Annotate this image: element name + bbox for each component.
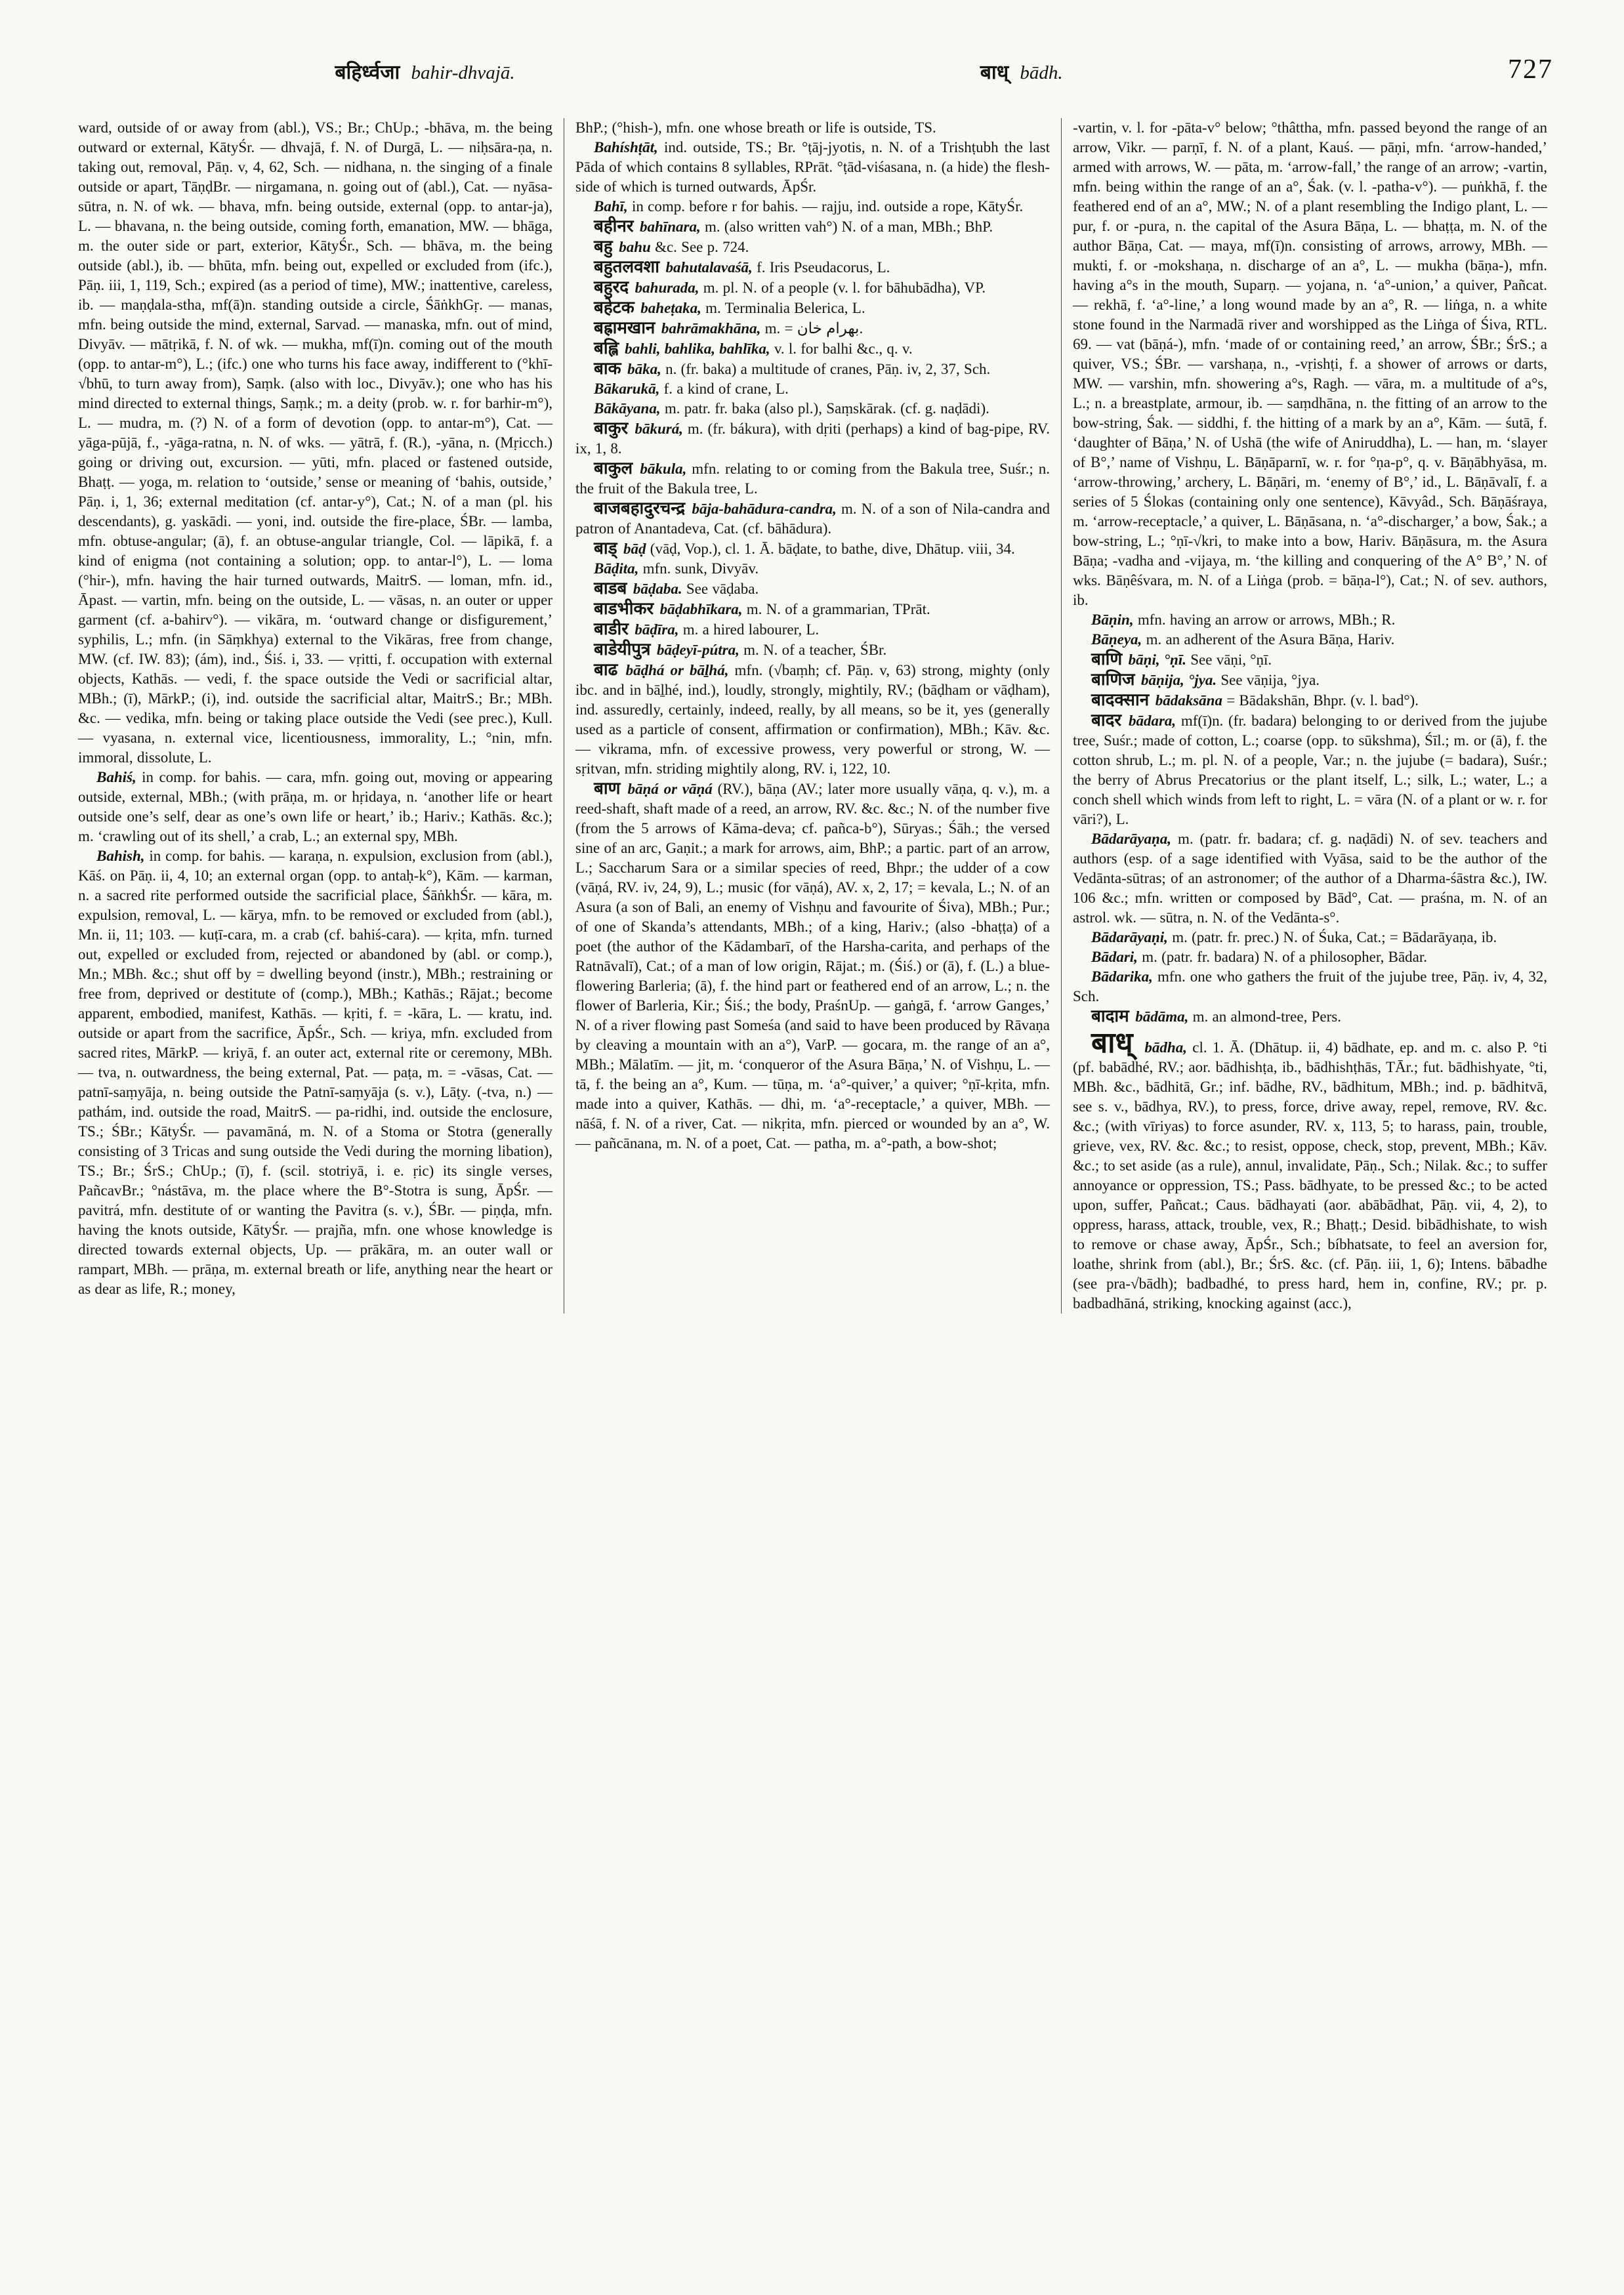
page-header: [67, 54, 1558, 104]
headword-transliteration: Bāṇeya,: [1091, 631, 1146, 648]
dictionary-entry: [78, 768, 552, 846]
headword-devanagari: बाडब: [594, 579, 633, 598]
headword-devanagari: बहेटक: [594, 298, 641, 318]
headword-devanagari: बाध्: [1091, 1026, 1145, 1060]
entry-text: (vāḍ, Vop.), cl. 1. Ā. bāḍate, to bathe, dive, Dhātup. viii, 34.: [650, 541, 1015, 557]
dictionary-entry: [575, 619, 1050, 640]
entry-text: m. pl. N. of a people (v. l. for bāhubādha), VP.: [703, 279, 986, 296]
entry-text: (RV.), bāṇa (AV.; later more usually vāṇa, q. v.), m. a reed-shaft, shaft made of a reed, an arrow, RV. &c. &c.; N. of the number five (from the 5 arrows of Kāma-deva; cf. pañca-b°), Sūryas.; Śāh.; the versed sine of an arc, Gaṇit.; a mark for arrows, aim, BhP.; a partic. part of an arrow, L.; Saccharum Sara or a similar species of reed, Bhpr.; the udder of a cow (vāṇá, RV. iv, 24, 9), L.; music (for vāṇá), AV. x, 2, 17; = kevala, L.; N. of an Asura (a son of Bali, an enemy of Vishṇu and favourite of Śiva), MBh.; Pur.; of one of Skanda’s attendants, MBh.; of a king, Hariv.; (also -bhaṭṭa) of a poet (the author of the Kādambarī, of the Harsha-carita, and perhaps of the Ratnāvalī), Cat.; of a man of low origin, Rājat.; m. (Śiś.) or (ā), f. (L.) a blue-flowering Barleria; (ā), f. the hind part or feathered end of an arrow, L.; n. the flower of Barleria, Kir.; Śiś.; the body, PraśnUp. — gaṅgā, f. ‘arrow Ganges,’ N. of a river flowing past Someśa (and said to have been produced by Rāvaṇa by cleaving a mountain with an a°), VarP. — gocara, m. the range of an a°, MBh.; Mālatīm. — jit, m. ‘conqueror of the Asura Bāṇa,’ N. of Vishṇu, L. — tā, f. the being an a°, Kum. — tūṇa, m. ‘a°-quiver,’ a quiver; °ṇī-kṛita, mfn. made into a quiver, Kathās. — dhi, m. ‘a°-receptacle,’ a quiver, MBh. — nāśā, f. N. of a river, Cat. — nikṛita, mfn. pierced or wounded by an a°, W. — pañcānana, m. N. of a poet, Cat. — patha, m. a°-path, a bow-shot;: [575, 781, 1050, 1151]
entry-text: mfn. one who gathers the fruit of the jujube tree, Pāṇ. iv, 4, 32, Sch.: [1073, 968, 1547, 1004]
dictionary-entry: [1073, 630, 1547, 650]
headword-transliteration: Bādarāyaṇa,: [1091, 831, 1178, 847]
dictionary-entry: [575, 379, 1050, 399]
entry-text: in comp. for bahis. — cara, mfn. going out, moving or appearing outside, external, MBh.; (with prāṇa, m. or hṛidaya, n. ‘another life or heart outside one’s self, dear as one’s own life or heart,’ ib.; Hariv.; Kathās. &c.); m. ‘crawling out of its shell,’ a crab, L.; an external spy, MBh.: [78, 769, 552, 844]
entry-text: m. (patr. fr. badara) N. of a philosopher, Bādar.: [1142, 949, 1428, 965]
entry-text: mf(ī)n. (fr. badara) belonging to or derived from the jujube tree, Suśr.; made of cotton, L.; coarse (opp. to sūkshma), Śīl.; m. or (ā), f. the cotton shrub, L.; m. pl. N. of a people, Var.; n. the jujube (= badara), Suśr.; the berry of Abrus Precatorius or the plant itself, L.; silk, L.; water, L.; a conch shell which winds from left to right, L. = vāra (N. of a plant or w. r. for vāri?), L.: [1073, 713, 1548, 827]
headword-devanagari: बाडीर: [594, 619, 635, 639]
headword-transliteration: bāka,: [627, 361, 666, 377]
dictionary-entry: [575, 237, 1050, 257]
headword-transliteration: bākurá,: [635, 421, 688, 437]
entry-text: ind. outside, TS.; Br. °ṭāj-jyotis, n. N. of a Trishṭubh the last Pāda of which contains 8 syllables, RPrāt. °ṭād-viśasana, n. (a hide) the flesh-side of which is turned outwards, ĀpŚr.: [575, 139, 1050, 195]
entry-text: n. (fr. baka) a multitude of cranes, Pāṇ. iv, 2, 37, Sch.: [665, 361, 991, 377]
dictionary-entry: [1073, 610, 1547, 630]
headword-transliteration: bāṇija, °jya.: [1140, 672, 1221, 688]
headword-devanagari: बाकुल: [594, 459, 640, 478]
dictionary-entry: [1073, 1026, 1547, 1313]
entry-text: f. a kind of crane, L.: [663, 381, 789, 397]
dictionary-entry: [78, 846, 552, 1299]
dictionary-entry: [575, 579, 1050, 599]
entry-text: f. Iris Pseudacorus, L.: [757, 259, 890, 276]
dictionary-entry: [1073, 118, 1547, 610]
dictionary-entry: [575, 660, 1050, 779]
entry-text: &c. See p. 724.: [655, 239, 749, 255]
dictionary-entry: [78, 118, 552, 768]
headword-devanagari: बादाम: [1091, 1006, 1136, 1026]
dictionary-entry: [575, 640, 1050, 660]
dictionary-entry: [575, 539, 1050, 559]
headword-transliteration: bākula,: [640, 461, 692, 477]
dictionary-entry: [575, 399, 1050, 419]
headword-devanagari: बहीनर: [594, 217, 640, 236]
entry-text: m. (also written vah°) N. of a man, MBh.; BhP.: [704, 218, 993, 235]
dictionary-entry: [1073, 711, 1547, 829]
entry-text: mfn. sunk, Divyāv.: [642, 560, 759, 577]
headword-devanagari: बह्लि: [594, 339, 625, 358]
headword-transliteration: bādāma,: [1135, 1008, 1193, 1025]
headword-transliteration: Bahíshṭāt,: [594, 139, 664, 155]
headword-transliteration: bāḍabhīkara,: [659, 601, 747, 617]
headword-transliteration: bāja-bahādura-candra,: [692, 501, 842, 517]
headword-transliteration: bādara,: [1128, 713, 1181, 729]
dictionary-entry: [1073, 928, 1547, 947]
headword-transliteration: Bāṇin,: [1091, 611, 1138, 628]
headword-devanagari: बादर: [1091, 711, 1129, 730]
headword-transliteration: bahu: [619, 239, 656, 255]
entry-text: m. an almond-tree, Pers.: [1192, 1008, 1341, 1025]
headword-transliteration: bahrāmakhāna,: [661, 320, 765, 337]
column-3: [1061, 118, 1558, 1313]
running-head-left: [335, 58, 514, 85]
headword-devanagari: बाणि: [1091, 650, 1129, 669]
entry-text: m. an adherent of the Asura Bāṇa, Hariv.: [1146, 631, 1395, 648]
entry-text: BhP.; (°hish-), mfn. one whose breath or life is outside, TS.: [575, 119, 936, 136]
dictionary-entry: [575, 339, 1050, 359]
entry-text: m. = بهرام خان.: [764, 320, 864, 337]
headword-devanagari: बाकुर: [594, 419, 635, 438]
headword-devanagari: बाण: [594, 779, 628, 798]
dictionary-entry: [575, 257, 1050, 278]
headword-devanagari: बाणिज: [1091, 670, 1141, 690]
headword-devanagari: बहुतलवशा: [594, 257, 666, 277]
entry-text: v. l. for balhi &c., q. v.: [774, 341, 913, 357]
entry-text: = Bādakshān, Bhpr. (v. l. bad°).: [1226, 692, 1419, 709]
entry-text: mfn. having an arrow or arrows, MBh.; R.: [1137, 611, 1396, 628]
running-head-right-transliteration: bādh.: [1020, 62, 1063, 83]
dictionary-entry: [575, 278, 1050, 298]
entry-text: m. N. of a teacher, ŚBr.: [743, 642, 887, 658]
headword-devanagari: बहुरद: [594, 278, 635, 297]
dictionary-entry: [575, 499, 1050, 539]
dictionary-entry: [575, 318, 1050, 339]
entry-text: mfn. (√baṃh; cf. Pāṇ. v, 63) strong, mighty (only ibc. and in bāḻhé, ind.), loudly, strongly, mightily, RV.; (bāḍham or vāḍham), ind. assuredly, certainly, indeed, really, by all means, so be it, yes (generally used as a particle of consent, affirmation or confirmation), MBh.; Kāv. &c. — vikrama, mfn. of excessive prowess, very powerful or strong, W. — sṛitvan, mfn. striding mightily along, RV. i, 122, 10.: [575, 662, 1050, 777]
entry-text: m. (patr. fr. prec.) N. of Śuka, Cat.; = Bādarāyaṇa, ib.: [1172, 929, 1497, 945]
column-2: [564, 118, 1061, 1313]
entry-text: See vāṇi, °ṇī.: [1190, 651, 1272, 668]
headword-devanagari: बाजबहादुरचन्द्र: [594, 499, 692, 518]
headword-devanagari: बादक्सान: [1091, 690, 1156, 710]
headword-transliteration: bādaksāna: [1155, 692, 1227, 709]
entry-text: See vāḍaba.: [686, 581, 759, 597]
headword-transliteration: bahli, bahlika, bahlīka,: [625, 341, 774, 357]
column-1: [67, 118, 564, 1313]
headword-transliteration: bāṇi, °ṇī.: [1128, 651, 1191, 668]
headword-transliteration: Bahiś,: [96, 769, 142, 785]
headword-transliteration: bāṇá or vāṇá: [627, 781, 718, 797]
page-number: 727: [1508, 54, 1553, 85]
dictionary-entry: [1073, 690, 1547, 711]
entry-text: cl. 1. Ā. (Dhātup. ii, 4) bādhate, ep. and m. c. also P. °ti (pf. babādhé, RV.; aor. bādhishṭa, ib., bādhishṭhās, TĀr.; fut. bādhishyate, °ti, MBh. &c., bādhitā, Gr.; inf. bādhe, RV., bādhitum, MBh.; ind. p. bādhitvā, see s. v., bādhya, RV.), to press, force, drive away, repel, remove, RV. &c. &c.; (with vīriyas) to force asunder, RV. x, 113, 5; to harass, pain, trouble, grieve, vex, RV. &c. &c.; to resist, oppose, check, stop, prevent, MBh.; Kāv. &c.; to set aside (as a rule), annul, invalidate, Pāṇ., Sch.; Nilak. &c.; to suffer annoyance or oppression, TS.; Pass. bādhyate, to be pressed &c.; to be acted upon, suffer, Pañcat.; Caus. bādhayati (aor. abābādhat, Pāṇ. vii, 4, 2), to oppress, harass, attack, trouble, vex, R.; Bhaṭṭ.; Desid. bibādhishate, to wish to remove or chase away, ĀpŚr., Sch.; bíbhatsate, to feel an aversion for, loathe, shrink from (abl.), Br.; ŚrS. &c. (cf. Pāṇ. iii, 1, 6); Intens. bābadhe (see pra-√bādh); badbadhé, to press hard, hem in, confine, RV.; pr. p. badbadhāná, striking, knocking against (acc.),: [1073, 1039, 1547, 1312]
headword-transliteration: bāḍeyī-pútra,: [656, 642, 744, 658]
headword-transliteration: Bādarika,: [1091, 968, 1157, 985]
headword-devanagari: बाडभीकर: [594, 599, 660, 619]
headword-transliteration: baheṭaka,: [640, 300, 706, 316]
dictionary-entry: [1073, 650, 1547, 670]
entry-text: m. (fr. bákura), with dṛiti (perhaps) a kind of bag-pipe, RV. ix, 1, 8.: [575, 421, 1050, 457]
headword-transliteration: Bākarukā,: [594, 381, 664, 397]
headword-transliteration: bāḍīra,: [635, 621, 683, 638]
entry-text: in comp. for bahis. — karaṇa, n. expulsion, exclusion from (abl.), Kāś. on Pāṇ. ii, 4, 10; an external organ (opp. to antaḥ-k°), Kām. — karman, n. a sacred rite performed outside the sacrificial place, ŚāṅkhŚr. — kāra, m. expulsion, removal, L. — kārya, mfn. to be removed or excluded from (abl.), Mn. ii, 11; 103. — kuṭī-cara, m. a crab (cf. bahiś-cara). — kṛita, mfn. turned out, expelled or excluded from, rejected or abandoned by (abl. or comp.), Mn.; MBh. &c.; shut off by = dwelling beyond (instr.), MBh.; restraining or free from, deprived or destitute of (comp.), MBh.; Kathās.; Rājat.; become apparent, embodied, manifest, Kathās. — kṛiti, f. = -kāra, L. — kratu, ind. outside or apart from the sacrifice, ĀpŚr., Sch. — kriya, mfn. excluded from sacred rites, MārkP. — kriyā, f. an outer act, external rite or ceremony, MBh. — tva, n. outwardness, the being external, Pat. — paṭa, m. = -vāsas, Cat. — patnī-saṃyāja, n. being outside the Patnī-saṃyāja (s. v.), Lāṭy. (-tva, n.) — pathám, ind. outside the road, MaitrS. — pa-ridhi, ind. outside the enclosure, TS.; ŚBr.; KātyŚr. — pavamāná, m. N. of a Stoma or Stotra (generally consisting of 3 Tricas and sung outside the Vedi during the morning libation), TS.; Br.; ŚrS.; ChUp.; (ī), f. (scil. stotriyā, i. e. ṛic) its single verses, PañcavBr.; °nástāva, m. the place where the B°-Stotra is sung, ĀpŚr. — pavitrá, mfn. destitute of or wanting the Pavitra (s. v.), ŚBr. — piṇḍa, mfn. having the knots outside, KātyŚr. — prajña, mfn. one whose knowledge is directed towards external objects, Up. — prākāra, m. an outer wall or rampart, MBh. — prāṇa, m. external breath or life, anything near the heart or as dear as life, R.; money,: [78, 848, 553, 1297]
dictionary-entry: [1073, 967, 1547, 1006]
running-head-left-devanagari: बहिर्ध्वजा: [335, 61, 400, 84]
dictionary-entry: [575, 419, 1050, 459]
running-head-left-transliteration: bahir-dhvajā.: [411, 62, 515, 83]
headword-devanagari: बहु: [594, 237, 619, 257]
running-head-right: [980, 58, 1063, 85]
entry-text: m. patr. fr. baka (also pl.), Saṃskārak. (cf. g. naḍādi).: [664, 400, 989, 417]
dictionary-entry: [575, 459, 1050, 499]
headword-devanagari: बाडेयीपुत्र: [594, 640, 657, 659]
dictionary-entry: [575, 298, 1050, 318]
entry-text: m. Terminalia Belerica, L.: [705, 300, 865, 316]
headword-transliteration: bādha,: [1144, 1039, 1193, 1056]
dictionary-entry: [1073, 947, 1547, 967]
entry-text: m. (patr. fr. badara; cf. g. naḍādi) N. of sev. teachers and authors (esp. of a sage identified with Vyāsa, said to be the author of the Vedānta-sūtras; of an astronomer; of the author of a Dharma-śāstra &c.), IW. 106 &c.; mfn. written or composed by Bād°, Cat. — praśna, m. N. of an astrol. wk. — sūtra, n. N. of the Vedānta-s°.: [1073, 831, 1547, 926]
headword-transliteration: Bādari,: [1091, 949, 1142, 965]
headword-transliteration: bāḍaba.: [633, 581, 686, 597]
dictionary-entry: [575, 559, 1050, 579]
dictionary-entry: [575, 779, 1050, 1153]
dictionary-entry: [1073, 670, 1547, 690]
entry-text: mfn. relating to or coming from the Bakula tree, Suśr.; n. the fruit of the Bakula tree, L.: [575, 461, 1050, 497]
entry-text: ward, outside of or away from (abl.), VS.; Br.; ChUp.; -bhāva, m. the being outward or external, KātyŚr. — dhvajā, f. N. of Durgā, L. — niḥsāra-ṇa, n. taking out, removal, Pāṇ. v, 4, 62, Sch. — nidhana, n. the singing of a finale outside or apart, TāṇḍBr. — nirgamana, n. going out of (abl.), Cat. — nyāsa-sūtra, n. N. of wk. — bhava, mfn. being outside, external (opp. to antar-ja), L. — bhavana, n. the being outside, coming forth, emanation, MW. — bhāga, m. the outer side or part, exterior, KātyŚr., Sch. — bhāva, m. the being outside (abl.), ib. — bhūta, mfn. being out, expelled or excluded from (ifc.), Pāṇ. iii, 1, 119, Sch.; expired (as a period of time), MW.; inattentive, careless, ib. — maṇḍala-stha, mf(ā)n. standing outside a circle, ŚāṅkhGṛ. — manas, mfn. being outside the mind, external, Sarvad. — manaska, mfn. out of mind, Divyāv. — mātṛikā, f. N. of wk. — mukha, mf(ī)n. coming out of the mouth (opp. to antar-m°), L.; (ifc.) one who turns his face away, indifferent to (°khī-√bhū, to turn away from), Saṃk. (also with loc., Divyāv.); one who has his mind directed to external things, Saṃk.; m. a deity (prob. w. r. for barhir-m°), L. — mudra, m. (?) N. of a form of devotion (opp. to antar-m°), Cat. — yāga-pūjā, f., -yāga-ratna, n. N. of wks. — yātrā, f. (R.), -yāna, n. (Mṛicch.) going or driving out, excursion. — yūti, mfn. placed or fastened outside, Bhaṭṭ. — yoga, m. relation to ‘outside,’ sense or meaning of ‘bahis, outside,’ Pāṇ. i, 1, 36; external meditation (cf. antar-y°), Cat.; N. of a man (pl. his descendants), g. yaskādi. — yoni, ind. outside the fire-place, ŚBr. — lamba, mfn. obtuse-angular; (ā), f. an obtuse-angular triangle, Col. — lāpikā, f. a kind of enigma (not containing a solution; opp. to antar-l°), L. — loma (°hir-), mfn. having the hair turned outwards, MaitrS. — loman, mfn. id., Āpast. — vartin, mfn. being on the outside, L. — vāsas, n. an outer or upper garment (cf. a-bahirv°). — vikāra, m. ‘outward change or disfigurement,’ syphilis, L.; mfn. (in Sāṃkhya) external to the Vikāras, free from change, MW. (cf. IW. 83); (ám), ind., Śiś. i, 33. — vṛitti, f. occupation with external objects, Kathās. — vedi, f. the space outside the Vedi or sacrificial altar, MBh.; (ī), MārkP.; (i), ind. outside the sacrificial altar, MaitrS.; Br.; MBh. &c. — vedika, mfn. being or taking place outside the Vedi (see prec.), Kull. — vyasana, n. external vice, licentiousness, immorality, L.; °nin, mfn. immoral, dissolute, L.: [78, 119, 552, 766]
headword-transliteration: Bāḍita,: [594, 560, 643, 577]
headword-transliteration: bāḍ: [623, 541, 650, 557]
text-columns: [67, 118, 1558, 1313]
dictionary-entry: [1073, 1006, 1547, 1027]
dictionary-entry: [575, 197, 1050, 217]
headword-transliteration: Bahī,: [594, 198, 633, 215]
headword-transliteration: bahurada,: [635, 279, 703, 296]
headword-transliteration: bāḍhá or bāḻhá,: [625, 662, 735, 678]
dictionary-entry: [575, 217, 1050, 237]
dictionary-entry: [575, 359, 1050, 379]
dictionary-entry: [575, 138, 1050, 197]
dictionary-entry: [575, 118, 1050, 138]
headword-transliteration: Bahish,: [96, 848, 150, 864]
running-head-right-devanagari: बाध्: [980, 61, 1009, 84]
dictionary-entry: [575, 599, 1050, 619]
headword-devanagari: बह्रामखान: [594, 318, 661, 338]
headword-devanagari: बाक: [594, 359, 628, 379]
headword-devanagari: बाड्: [594, 539, 624, 558]
entry-text: m. N. of a son of Nila-candra and patron of Anantadeva, Cat. (cf. bāhādura).: [575, 501, 1051, 537]
headword-devanagari: बाढ: [594, 660, 626, 680]
dictionary-entry: [1073, 829, 1547, 928]
headword-transliteration: bahutalavaśā,: [665, 259, 757, 276]
entry-text: m. a hired labourer, L.: [682, 621, 820, 638]
headword-transliteration: Bādarāyaṇi,: [1091, 929, 1173, 945]
entry-text: -vartin, v. l. for -pāta-v° below; °thâttha, mfn. passed beyond the range of an arrow, Vikr. — parṇī, f. N. of a plant, Kauś. — pāṇi, mfn. ‘arrow-handed,’ armed with arrows, W. — pāta, m. ‘arrow-fall,’ the range of an arrow; -vartin, mfn. being within the range of an a°, Śak. (v. l. -patha-v°). — puṅkhā, f. the feathered end of an a°, MW.; N. of a plant resembling the Indigo plant, L. — pur, f. or -pura, n. the capital of the Asura Bāṇa, L. — bhaṭṭa, m. N. of the author Bāṇa, Cat. — maya, mf(ī)n. consisting of arrows, arrowy, MBh. — mukti, f. or -mokshaṇa, n. discharge of an a°, L. — mukha (bāṇa-), mfn. having a°s in the mouth, Suparṇ. — yojana, n. ‘a°-union,’ a quiver, Pañcat. — rekhā, f. ‘a°-line,’ a long wound made by an a°, R. — liṅga, n. a white stone found in the Narmadā river and worshipped as the Liṅga of Śiva, RTL. 69. — vat (bāṇá-), mfn. ‘made of or containing reed,’ an arrow, ŚBr.; ŚrS.; a quiver, VS.; ŚBr. — varshaṇa, n., -vṛishṭi, f. a shower of arrows or darts, MW. — varshin, mfn. showering a°s, Ragh. — vāra, m. a multitude of a°s, L.; n. a breastplate, armour, ib. — saṃdhāna, n. the fitting of an arrow to the bow-string, Śak. — siddhi, f. the hitting of a mark by an a°, Kām. — śutā, f. ‘daughter of Bāṇa,’ N. of Ushā (the wife of Aniruddha), L. — han, m. ‘slayer of B°,’ name of Vishṇu, L. Bāṇāparnī, w. r. for °ṇa-p°, q. v. Bāṇābhyāsa, m. ‘arrow-throwing,’ archery, L. Bāṇāri, m. ‘enemy of B°,’ id., L. Bāṇāvalī, f. a series of 5 Ślokas (containing only one sentence), Kāvyâd., Sch. Bāṇāśraya, m. ‘arrow-receptacle,’ a quiver, L. Bāṇāsana, n. ‘a°-discharger,’ a bow, Śak.; a bow-string, L.; °ṇī-√kri, to make into a bow, Hariv. Bāṇāsura, m. the Asura Bāṇa; -vadha and -vijaya, m. ‘the killing and conquering of the A° B°,’ N. of wks. Bāṇêśvara, m. N. of a Liṅga (prob. = bāṇa-l°), Cat.; N. of sev. authors, ib.: [1073, 119, 1547, 608]
entry-text: See vāṇija, °jya.: [1220, 672, 1320, 688]
entry-text: in comp. before r for bahis. — rajju, ind. outside a rope, KātyŚr.: [632, 198, 1024, 215]
headword-transliteration: bahīnara,: [640, 218, 705, 235]
headword-transliteration: Bākāyana,: [594, 400, 665, 417]
entry-text: m. N. of a grammarian, TPrāt.: [746, 601, 930, 617]
